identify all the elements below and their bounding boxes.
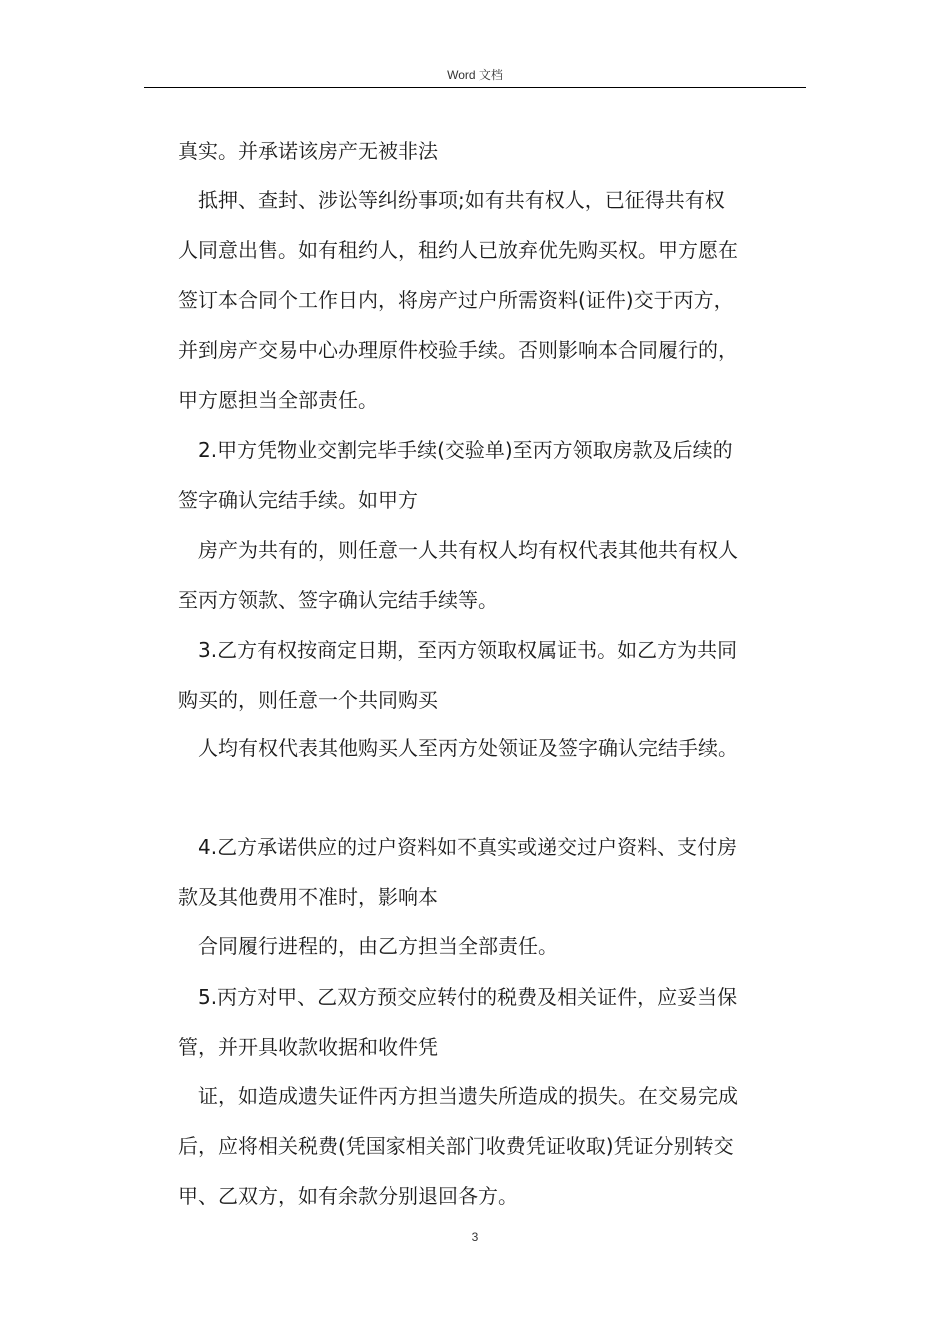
body-line: 证，如造成遗失证件丙方担当遗失所造成的损失。在交易完成 — [198, 1084, 738, 1108]
body-line: 签订本合同个工作日内，将房产过户所需资料(证件)交于丙方， — [178, 288, 734, 312]
body-line: 抵押、查封、涉讼等纠纷事项;如有共有权人，已征得共有权 — [198, 188, 725, 212]
body-line: 甲、乙双方，如有余款分别退回各方。 — [178, 1184, 518, 1208]
body-line: 人均有权代表其他购买人至丙方处领证及签字确认完结手续。 — [198, 736, 738, 760]
body-line: 真实。并承诺该房产无被非法 — [178, 139, 438, 163]
body-line: 签字确认完结手续。如甲方 — [178, 488, 418, 512]
body-line: 甲方愿担当全部责任。 — [178, 388, 378, 412]
body-line: 购买的，则任意一个共同购买 — [178, 688, 438, 712]
body-line: 5.丙方对甲、乙双方预交应转付的税费及相关证件，应妥当保 — [198, 985, 738, 1009]
body-line: 并到房产交易中心办理原件校验手续。否则影响本合同履行的， — [178, 338, 738, 362]
body-line: 2.甲方凭物业交割完毕手续(交验单)至丙方领取房款及后续的 — [198, 438, 733, 462]
body-line: 后，应将相关税费(凭国家相关部门收费凭证收取)凭证分别转交 — [178, 1134, 734, 1158]
body-line: 管，并开具收款收据和收件凭 — [178, 1035, 438, 1059]
body-line: 4.乙方承诺供应的过户资料如不真实或递交过户资料、支付房 — [198, 835, 738, 859]
body-line: 3.乙方有权按商定日期，至丙方领取权属证书。如乙方为共同 — [198, 638, 738, 662]
body-line: 房产为共有的，则任意一人共有权人均有权代表其他共有权人 — [198, 538, 738, 562]
body-line: 至丙方领款、签字确认完结手续等。 — [178, 588, 498, 612]
page-number: 3 — [471, 1230, 479, 1244]
body-line: 合同履行进程的，由乙方担当全部责任。 — [198, 934, 558, 958]
page-header-title: Word 文档 — [447, 68, 503, 82]
header-divider — [144, 87, 806, 88]
body-line: 款及其他费用不准时，影响本 — [178, 885, 438, 909]
body-line: 人同意出售。如有租约人，租约人已放弃优先购买权。甲方愿在 — [178, 238, 738, 262]
